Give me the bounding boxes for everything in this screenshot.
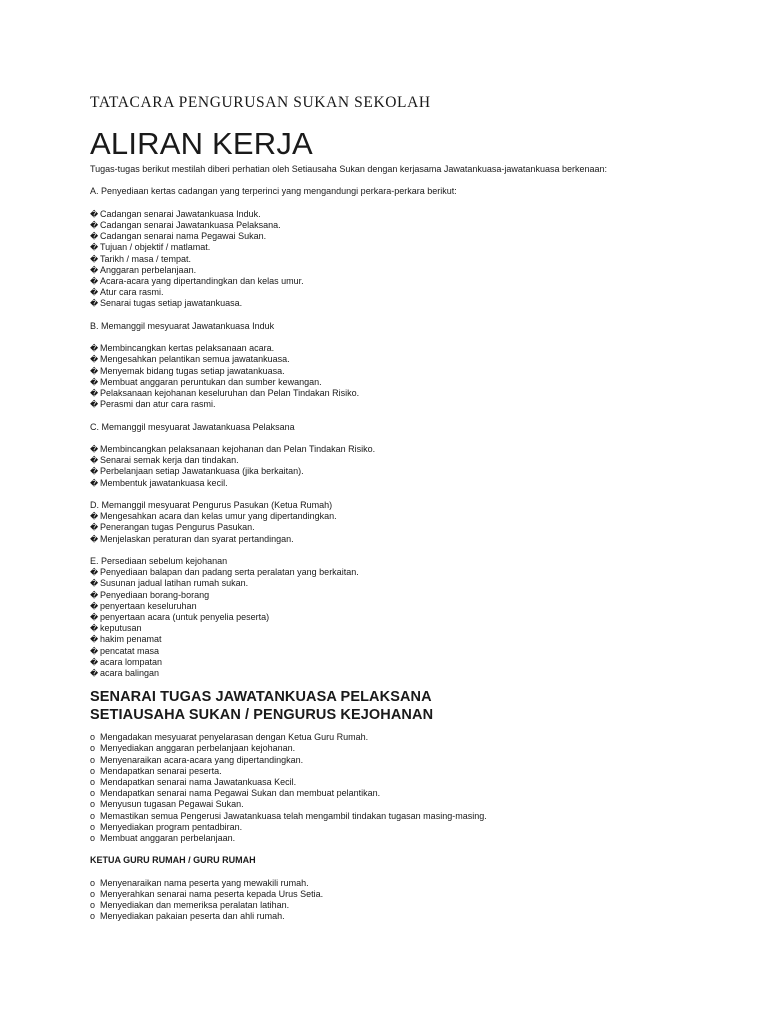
document-title: TATACARA PENGURUSAN SUKAN SEKOLAH: [90, 94, 431, 111]
list-item: [90, 612, 768, 623]
bullet-mark: �: [90, 299, 99, 309]
list-item-text: Membuat anggaran perbelanjaan.: [100, 833, 236, 844]
bullet-mark: �: [90, 613, 99, 622]
list-item: [90, 601, 768, 612]
list-item-text: Mendapatkan senarai nama Jawatankuasa Kecil.: [100, 777, 297, 788]
list-item-text: Menyerahkan senarai nama peserta kepada Urus Setia.: [100, 889, 324, 900]
list-item: [90, 242, 768, 253]
list-item-text: Tarikh / masa / tempat.: [100, 253, 192, 264]
list-item-text: Senarai semak kerja dan tindakan.: [100, 455, 239, 466]
bullet-mark: �: [90, 243, 99, 253]
bullet-mark: �: [90, 568, 99, 578]
list-item-text: Menyemak bidang tugas setiap jawatankuasa.: [100, 365, 285, 376]
list-item: [90, 254, 768, 265]
bullet-mark: �: [90, 400, 99, 410]
aliran-kerja-heading: ALIRAN KERJA: [90, 126, 313, 161]
list-item: [90, 668, 768, 679]
list-item-text: Susunan jadual latihan rumah sukan.: [100, 578, 249, 589]
section-d-title: D. Memanggil mesyuarat Pengurus Pasukan (Ketua Rumah): [90, 499, 333, 510]
list-item: [90, 455, 768, 466]
list-item: [90, 657, 768, 668]
list-item: [90, 511, 768, 522]
list-item: [90, 578, 768, 589]
bullet-mark: �: [90, 467, 99, 477]
circle-bullet: o: [90, 743, 96, 754]
list-item: [90, 743, 768, 754]
list-item: [90, 478, 768, 489]
bullet-mark: �: [90, 590, 99, 600]
list-item-text: Menyediakan dan memeriksa peralatan latihan.: [100, 900, 290, 911]
bullet-mark: �: [90, 232, 99, 242]
list-item-text: Penyediaan balapan dan padang serta peralatan yang berkaitan.: [100, 567, 359, 578]
bullet-mark: �: [90, 657, 99, 667]
circle-bullet: o: [90, 877, 96, 888]
list-item-text: Menjelaskan peraturan dan syarat pertandingan.: [100, 533, 294, 544]
list-item: [90, 265, 768, 276]
list-item-text: penyertaan acara (untuk penyelia peserta): [100, 612, 270, 622]
list-item: [90, 276, 768, 287]
bullet-mark: �: [90, 277, 99, 286]
circle-bullet: o: [90, 732, 96, 743]
list-item: [90, 822, 768, 833]
list-item: [90, 766, 768, 777]
list-item: [90, 623, 768, 634]
circle-bullet: o: [90, 911, 96, 922]
list-item-text: Anggaran perbelanjaan.: [100, 264, 197, 275]
list-item-text: penyertaan keseluruhan: [100, 600, 197, 611]
bullet-mark: �: [90, 389, 99, 398]
senarai-heading-line1: SENARAI TUGAS JAWATANKUASA PELAKSANA: [90, 689, 432, 706]
circle-bullet: o: [90, 765, 96, 776]
senarai-list: [90, 732, 768, 844]
list-item: [90, 755, 768, 766]
circle-bullet: o: [90, 799, 96, 810]
list-item: [90, 911, 768, 922]
bullet-mark: �: [90, 288, 99, 298]
section-c-title: C. Memanggil mesyuarat Jawatankuasa Pelaksana: [90, 421, 295, 432]
bullet-mark: �: [90, 512, 99, 522]
list-item-text: acara lompatan: [100, 656, 163, 667]
list-item: [90, 298, 768, 309]
list-item-text: Perbelanjaan setiap Jawatankuasa (jika berkaitan).: [100, 466, 304, 477]
list-item-text: keputusan: [100, 623, 142, 634]
section-b-title: B. Memanggil mesyuarat Jawatankuasa Induk: [90, 320, 275, 331]
list-item: [90, 343, 768, 354]
section-e-title: E. Persediaan sebelum kejohanan: [90, 555, 228, 566]
circle-bullet: o: [90, 777, 96, 788]
circle-bullet: o: [90, 889, 96, 900]
list-item: [90, 646, 768, 657]
bullet-mark: �: [90, 344, 99, 354]
list-item-text: Senarai tugas setiap jawatankuasa.: [100, 298, 243, 309]
list-item: [90, 366, 768, 377]
list-item-text: Penerangan tugas Pengurus Pasukan.: [100, 522, 255, 533]
list-item: [90, 567, 768, 578]
list-item-text: pencatat masa: [100, 645, 160, 656]
list-item-text: Menyenaraikan acara-acara yang dipertandingkan.: [100, 754, 304, 765]
bullet-mark: �: [90, 624, 99, 634]
list-item-text: Membuat anggaran peruntukan dan sumber kewangan.: [100, 376, 322, 387]
bullet-mark: �: [90, 523, 99, 533]
list-item-text: Mendapatkan senarai nama Pegawai Sukan dan membuat pelantikan.: [100, 788, 381, 799]
list-item: [90, 287, 768, 298]
circle-bullet: o: [90, 810, 96, 821]
list-item: [90, 889, 768, 900]
bullet-mark: �: [90, 646, 99, 656]
bullet-mark: �: [90, 265, 99, 275]
bullet-mark: �: [90, 478, 99, 488]
circle-bullet: o: [90, 900, 96, 911]
list-item: [90, 799, 768, 810]
list-item-text: Acara-acara yang dipertandingkan dan kelas umur.: [100, 276, 304, 286]
bullet-mark: �: [90, 220, 99, 230]
list-item-text: Mengesahkan pelantikan semua jawatankuasa.: [100, 354, 290, 365]
list-item: [90, 444, 768, 455]
list-item: [90, 377, 768, 388]
bullet-mark: �: [90, 254, 99, 264]
list-item: [90, 788, 768, 799]
list-item: [90, 388, 768, 399]
intro-text: Tugas-tugas berikut mestilah diberi perhatian oleh Setiausaha Sukan dengan kerjasama Jawatankuasa-jawatankuasa berkenaan:: [90, 164, 607, 174]
bullet-mark: �: [90, 635, 99, 645]
senarai-heading-line2: SETIAUSAHA SUKAN / PENGURUS KEJOHANAN: [90, 707, 434, 724]
list-item-text: Menyusun tugasan Pegawai Sukan.: [100, 799, 244, 810]
list-item: [90, 220, 768, 231]
section-b-list: [90, 343, 768, 410]
list-item: [90, 811, 768, 822]
list-item: [90, 878, 768, 889]
bullet-mark: �: [90, 209, 99, 219]
list-item: [90, 534, 768, 545]
circle-bullet: o: [90, 833, 96, 844]
bullet-mark: �: [90, 355, 99, 365]
list-item: [90, 466, 768, 477]
list-item-text: Tujuan / objektif / matlamat.: [100, 242, 211, 253]
list-item-text: acara balingan: [100, 668, 160, 679]
list-item-text: Memastikan semua Pengerusi Jawatankuasa telah mengambil tindakan tugasan masing-masing.: [100, 810, 487, 821]
list-item: [90, 732, 768, 743]
bullet-mark: �: [90, 366, 99, 376]
list-item-text: Menyediakan anggaran perbelanjaan kejohanan.: [100, 743, 296, 754]
list-item-text: Penyediaan borang-borang: [100, 589, 210, 600]
list-item-text: Membincangkan kertas pelaksanaan acara.: [100, 343, 275, 354]
list-item-text: Membentuk jawatankuasa kecil.: [100, 477, 228, 488]
list-item: [90, 522, 768, 533]
list-item-text: hakim penamat: [100, 634, 162, 645]
bullet-mark: �: [90, 377, 99, 387]
bullet-mark: �: [90, 601, 99, 611]
list-item: [90, 777, 768, 788]
list-item-text: Mengesahkan acara dan kelas umur yang dipertandingkan.: [100, 511, 337, 522]
bullet-mark: �: [90, 456, 99, 466]
circle-bullet: o: [90, 821, 96, 832]
bullet-mark: �: [90, 579, 99, 589]
list-item: [90, 231, 768, 242]
list-item: [90, 634, 768, 645]
section-d-list: [90, 511, 768, 545]
bullet-mark: �: [90, 669, 99, 679]
list-item: [90, 399, 768, 410]
ketua-list: [90, 878, 768, 923]
list-item-text: Membincangkan pelaksanaan kejohanan dan Pelan Tindakan Risiko.: [100, 443, 376, 454]
list-item-text: Menyediakan program pentadbiran.: [100, 821, 243, 832]
list-item-text: Mendapatkan senarai peserta.: [100, 765, 222, 776]
list-item-text: Cadangan senarai Jawatankuasa Induk.: [100, 208, 261, 219]
bullet-mark: �: [90, 534, 99, 544]
bullet-mark: �: [90, 444, 99, 454]
list-item: [90, 900, 768, 911]
circle-bullet: o: [90, 788, 96, 799]
list-item-text: Cadangan senarai Jawatankuasa Pelaksana.: [100, 219, 281, 230]
list-item-text: Perasmi dan atur cara rasmi.: [100, 399, 216, 410]
circle-bullet: o: [90, 754, 96, 765]
section-a-list: [90, 209, 768, 310]
list-item-text: Menyediakan pakaian peserta dan ahli rumah.: [100, 911, 285, 922]
list-item-text: Menyenaraikan nama peserta yang mewakili rumah.: [100, 877, 309, 888]
list-item: [90, 590, 768, 601]
list-item: [90, 209, 768, 220]
list-item: [90, 354, 768, 365]
list-item-text: Cadangan senarai nama Pegawai Sukan.: [100, 231, 267, 242]
list-item-text: Mengadakan mesyuarat penyelarasan dengan Ketua Guru Rumah.: [100, 732, 369, 743]
list-item-text: Atur cara rasmi.: [100, 287, 164, 298]
section-a-title: A. Penyediaan kertas cadangan yang terperinci yang mengandungi perkara-perkara berikut:: [90, 186, 457, 197]
section-e-list: [90, 567, 768, 679]
list-item: [90, 833, 768, 844]
section-c-list: [90, 444, 768, 489]
list-item-text: Pelaksanaan kejohanan keseluruhan dan Pelan Tindakan Risiko.: [100, 388, 360, 398]
ketua-guru-rumah-heading: KETUA GURU RUMAH / GURU RUMAH: [90, 855, 256, 866]
